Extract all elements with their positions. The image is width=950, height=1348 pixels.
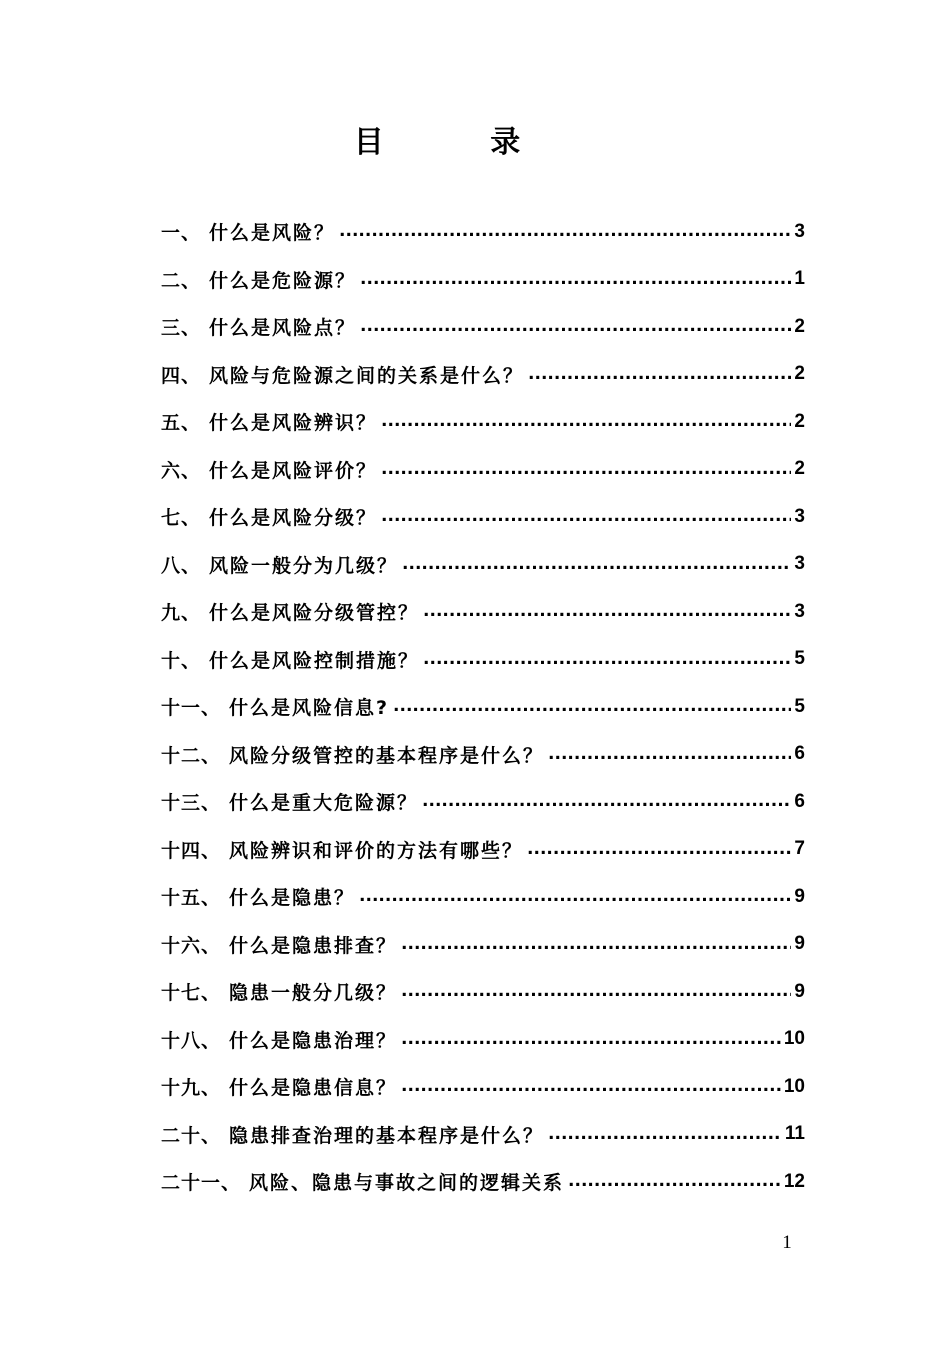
toc-entry-page: 7 <box>794 838 805 860</box>
toc-entry[interactable] <box>161 731 805 779</box>
toc-entry[interactable] <box>161 778 805 826</box>
toc-entry-page: 2 <box>794 315 805 337</box>
toc-entry-page: 3 <box>794 505 805 527</box>
toc-entry-number: 五、 <box>161 412 202 435</box>
toc-entry-text: 什么是隐患治理？ <box>229 1029 398 1052</box>
toc-entry[interactable] <box>161 208 805 256</box>
toc-entry[interactable] <box>161 1111 805 1159</box>
toc-leader-dots <box>423 636 791 684</box>
toc-entry[interactable] <box>161 1016 805 1064</box>
toc-entry[interactable] <box>161 683 805 731</box>
toc-entry-number: 四、 <box>161 364 202 387</box>
toc-entry-page: 2 <box>794 458 805 480</box>
toc-entry-text: 风险一般分为几级？ <box>209 554 399 577</box>
toc-entry-page: 5 <box>794 648 805 670</box>
toc-entry-page: 3 <box>794 553 805 575</box>
toc-entry-page: 12 <box>783 1170 805 1192</box>
toc-entry-number: 十八、 <box>161 1029 222 1052</box>
toc-leader-dots <box>393 683 791 731</box>
toc-entry-text: 风险辨识和评价的方法有哪些？ <box>229 839 524 862</box>
toc-entry[interactable] <box>161 256 805 304</box>
toc-leader-dots <box>548 1111 782 1159</box>
toc-leader-dots <box>359 873 791 921</box>
page-number: 1 <box>782 1232 792 1253</box>
toc-entry[interactable] <box>161 921 805 969</box>
toc-leader-dots <box>401 921 791 969</box>
toc-entry[interactable] <box>161 636 805 684</box>
toc-entry-number: 十九、 <box>161 1077 222 1100</box>
toc-leader-dots <box>402 541 791 589</box>
toc-entry-number: 二十一、 <box>161 1172 242 1195</box>
toc-leader-dots <box>401 1063 781 1111</box>
toc-entry-text: 什么是风险信息? <box>229 697 390 720</box>
toc-entry-number: 十三、 <box>161 792 222 815</box>
toc-leader-dots <box>381 446 791 494</box>
toc-title: 目 录 <box>353 125 569 160</box>
toc-entry-text: 什么是风险分级管控？ <box>209 602 420 625</box>
toc-list <box>161 208 805 1206</box>
toc-entry-page: 2 <box>794 363 805 385</box>
toc-entry-text: 什么是风险分级？ <box>209 507 378 530</box>
toc-entry-page: 1 <box>794 268 805 290</box>
toc-entry[interactable] <box>161 873 805 921</box>
toc-entry-text: 什么是风险控制措施？ <box>209 649 420 672</box>
toc-entry-page: 11 <box>784 1123 805 1145</box>
toc-entry-page: 9 <box>794 980 805 1002</box>
toc-leader-dots <box>401 1016 781 1064</box>
toc-leader-dots <box>527 826 791 874</box>
toc-leader-dots <box>339 208 791 256</box>
toc-entry[interactable] <box>161 968 805 1016</box>
toc-entry-page: 3 <box>794 220 805 242</box>
toc-leader-dots <box>422 778 791 826</box>
toc-entry-number: 十四、 <box>161 839 222 862</box>
toc-entry-number: 九、 <box>161 602 202 625</box>
toc-entry-page: 10 <box>783 1028 805 1050</box>
toc-entry-text: 隐患一般分几级？ <box>229 982 398 1005</box>
toc-leader-dots <box>381 493 791 541</box>
toc-entry-text: 风险分级管控的基本程序是什么？ <box>229 744 545 767</box>
toc-leader-dots <box>360 303 791 351</box>
toc-entry-number: 一、 <box>161 222 202 245</box>
toc-entry-page: 2 <box>794 410 805 432</box>
toc-entry-number: 三、 <box>161 317 202 340</box>
toc-entry-page: 9 <box>794 885 805 907</box>
toc-entry-page: 5 <box>794 695 805 717</box>
toc-entry-page: 10 <box>783 1075 805 1097</box>
toc-entry-text: 什么是风险评价？ <box>209 459 378 482</box>
toc-entry-number: 六、 <box>161 459 202 482</box>
toc-entry-text: 什么是隐患信息？ <box>229 1077 398 1100</box>
toc-entry-number: 十一、 <box>161 697 222 720</box>
toc-entry-text: 什么是风险？ <box>209 222 336 245</box>
toc-entry[interactable] <box>161 446 805 494</box>
toc-entry-text: 隐患排查治理的基本程序是什么？ <box>229 1124 545 1147</box>
toc-leader-dots <box>423 588 791 636</box>
toc-entry-text: 什么是重大危险源？ <box>229 792 419 815</box>
toc-entry-text: 什么是危险源？ <box>209 269 357 292</box>
toc-entry-page: 6 <box>794 743 805 765</box>
toc-leader-dots <box>548 731 791 779</box>
toc-entry[interactable] <box>161 541 805 589</box>
toc-entry[interactable] <box>161 1158 805 1206</box>
toc-entry-text: 什么是风险辨识？ <box>209 412 378 435</box>
toc-entry-page: 6 <box>794 790 805 812</box>
toc-entry-page: 9 <box>794 933 805 955</box>
toc-entry-text: 风险与危险源之间的关系是什么？ <box>209 364 525 387</box>
toc-leader-dots <box>568 1158 781 1206</box>
toc-entry-number: 十七、 <box>161 982 222 1005</box>
toc-entry[interactable] <box>161 826 805 874</box>
toc-entry-text: 什么是隐患？ <box>229 887 356 910</box>
toc-entry[interactable] <box>161 493 805 541</box>
toc-entry-text: 什么是风险点？ <box>209 317 357 340</box>
toc-entry-text: 什么是隐患排查？ <box>229 934 398 957</box>
toc-entry[interactable] <box>161 398 805 446</box>
toc-entry[interactable] <box>161 303 805 351</box>
toc-entry-number: 十六、 <box>161 934 222 957</box>
toc-entry-number: 二十、 <box>161 1124 222 1147</box>
toc-entry[interactable] <box>161 588 805 636</box>
toc-entry-number: 八、 <box>161 554 202 577</box>
toc-entry[interactable] <box>161 351 805 399</box>
toc-leader-dots <box>360 256 791 304</box>
toc-entry-number: 二、 <box>161 269 202 292</box>
toc-entry-number: 十二、 <box>161 744 222 767</box>
toc-leader-dots <box>528 351 791 399</box>
toc-entry-number: 十、 <box>161 649 202 672</box>
toc-entry-number: 七、 <box>161 507 202 530</box>
toc-entry-number: 十五、 <box>161 887 222 910</box>
toc-leader-dots <box>381 398 791 446</box>
toc-entry-page: 3 <box>794 600 805 622</box>
toc-entry-text: 风险、隐患与事故之间的逻辑关系 <box>249 1172 565 1195</box>
toc-leader-dots <box>401 968 791 1016</box>
toc-entry[interactable] <box>161 1063 805 1111</box>
